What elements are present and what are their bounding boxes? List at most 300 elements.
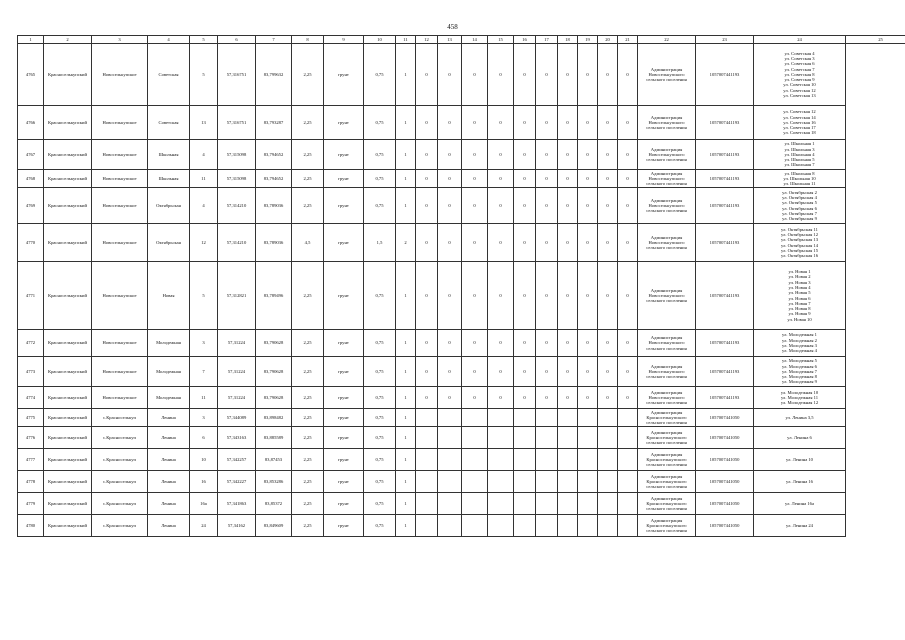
cell-cover: грунт [324, 106, 364, 140]
cell-count-col: 0 [416, 140, 438, 170]
cell-cover: грунт [324, 471, 364, 493]
address-line: ул. Советская 8 [784, 71, 815, 77]
cell-count-col: 0 [438, 106, 462, 140]
cell-count-col [438, 471, 462, 493]
cell-count-col [536, 449, 558, 471]
cell-count-col: 0 [536, 170, 558, 188]
cell-addresses [754, 357, 846, 387]
address-line: ул. Октябрьская 14 [780, 242, 819, 248]
cell-organization: Администрация Новоселькупского сельского поселения [638, 170, 696, 188]
cell-area: 2,25 [292, 170, 324, 188]
cell-settlement: Новоселькупское [92, 330, 148, 357]
cell-lat: 57,344089 [218, 409, 256, 427]
cell-count-col: 0 [578, 188, 598, 224]
cell-cover: грунт [324, 170, 364, 188]
address-line: ул. Ленина 16а [784, 500, 814, 506]
cell-district: Красноселькупский [44, 493, 92, 515]
address-line: ул. Советская 13 [783, 92, 816, 98]
cell-district: Красноселькупский [44, 330, 92, 357]
address-line: ул. Новая 5 [788, 290, 811, 296]
cell-ogrn: 1057007441193 [696, 387, 754, 409]
cell-count: 1 [396, 170, 416, 188]
address-line: ул. Ленина 10 [786, 456, 813, 462]
cell-count-col [598, 493, 618, 515]
cell-house: 12 [190, 224, 218, 262]
cell-district: Красноселькупский [44, 106, 92, 140]
cell-count: 1 [396, 262, 416, 330]
cell-ogrn: 1057007441050 [696, 409, 754, 427]
cell-lon: 83,849609 [256, 515, 292, 537]
cell-count-col [462, 493, 488, 515]
cell-district: Красноселькупский [44, 409, 92, 427]
cell-count-col [416, 493, 438, 515]
cell-count-col: 0 [578, 106, 598, 140]
cell-house: 5 [190, 44, 218, 106]
table-row [18, 262, 905, 330]
cell-count: 1 [396, 493, 416, 515]
cell-count-col: 0 [438, 262, 462, 330]
address-line: ул. Молодежная 3 [782, 343, 817, 348]
cell-cover: грунт [324, 409, 364, 427]
cell-count-col: 0 [618, 140, 638, 170]
cell-organization: Администрация Красноселькупского сельского поселения [638, 427, 696, 449]
cell-no: 4774 [18, 387, 44, 409]
cell-count-col: 0 [598, 170, 618, 188]
cell-addresses [754, 44, 846, 106]
address-line: ул. Школьная 1 [784, 141, 815, 147]
cell-area: 2,25 [292, 44, 324, 106]
cell-lon: 83,793287 [256, 106, 292, 140]
table-row [18, 188, 905, 224]
cell-count: 1 [396, 409, 416, 427]
address-line: ул. Школьная 8 [784, 170, 815, 176]
cell-count-col [578, 449, 598, 471]
cell-district: Красноселькупский [44, 140, 92, 170]
address-line: ул. Ленина 6 [787, 434, 812, 440]
address-line: ул. Школьная 4 [784, 151, 815, 157]
cell-count-col: 0 [578, 224, 598, 262]
cell-count-col: 0 [558, 170, 578, 188]
cell-lon: 83,85372 [256, 493, 292, 515]
cell-count-col [488, 449, 514, 471]
cell-volume: 0,75 [364, 106, 396, 140]
cell-count-col: 0 [598, 188, 618, 224]
address-line: ул. Советская 3 [784, 56, 815, 62]
cell-street: Школьная [148, 170, 190, 188]
cell-count-col: 0 [416, 106, 438, 140]
cell-count-col: 0 [462, 44, 488, 106]
cell-count: 1 [396, 387, 416, 409]
cell-count-col [536, 471, 558, 493]
address-line: ул. Новая 3 [788, 279, 811, 285]
column-header: 25 [846, 36, 905, 44]
cell-ogrn: 1057007441193 [696, 188, 754, 224]
column-header: 10 [364, 36, 396, 44]
cell-volume: 0,75 [364, 493, 396, 515]
table-body [18, 44, 905, 537]
cell-count-col: 0 [488, 387, 514, 409]
cell-cover: грунт [324, 44, 364, 106]
cell-count-col [438, 449, 462, 471]
cell-ogrn: 1057007441193 [696, 330, 754, 357]
cell-count-col [462, 409, 488, 427]
cell-no: 4769 [18, 188, 44, 224]
cell-count-col: 0 [618, 357, 638, 387]
table-row [18, 471, 905, 493]
address-line: ул. Молодежная 11 [780, 394, 819, 400]
cell-house: 4 [190, 140, 218, 170]
address-line: ул. Октябрьская 13 [780, 237, 819, 243]
cell-count-col: 0 [558, 106, 578, 140]
cell-house: 5 [190, 262, 218, 330]
cell-organization: Администрация Новоселькупского сельского поселения [638, 44, 696, 106]
cell-count-col: 0 [514, 224, 536, 262]
table-row [18, 357, 905, 387]
cell-district: Красноселькупский [44, 262, 92, 330]
cell-count-col [618, 471, 638, 493]
cell-organization: Администрация Новоселькупского сельского поселения [638, 188, 696, 224]
address-line: ул. Молодежная 10 [780, 389, 819, 395]
cell-volume: 1,5 [364, 224, 396, 262]
cell-count-col [488, 471, 514, 493]
cell-organization: Администрация Новоселькупского сельского поселения [638, 140, 696, 170]
cell-lat: 57,34162 [218, 515, 256, 537]
cell-count-col: 0 [618, 387, 638, 409]
cell-count-col: 0 [536, 106, 558, 140]
cell-area: 2,25 [292, 330, 324, 357]
cell-cover: грунт [324, 140, 364, 170]
cell-street: Ленина [148, 449, 190, 471]
address-line: ул. Школьная 5 [784, 157, 815, 163]
cell-organization: Администрация Новоселькупского сельского поселения [638, 357, 696, 387]
cell-house: 3 [190, 330, 218, 357]
cell-count-col: 0 [598, 140, 618, 170]
cell-no: 4776 [18, 427, 44, 449]
cell-count-col: 0 [462, 330, 488, 357]
column-header: 24 [754, 36, 846, 44]
cell-count-col: 0 [488, 330, 514, 357]
cell-cover: грунт [324, 262, 364, 330]
cell-count: 1 [396, 188, 416, 224]
cell-count-col: 0 [536, 262, 558, 330]
cell-count: 1 [396, 330, 416, 357]
cell-count-col: 0 [416, 357, 438, 387]
cell-count: 1 [396, 449, 416, 471]
cell-count-col: 0 [618, 262, 638, 330]
cell-no: 4768 [18, 170, 44, 188]
address-line: ул. Октябрьская 9 [782, 216, 817, 222]
cell-house: 7 [190, 357, 218, 387]
address-line: ул. Ленина 16 [786, 478, 813, 484]
cell-count-col: 0 [578, 357, 598, 387]
address-line: ул. Молодежная 7 [782, 368, 817, 374]
cell-count-col [618, 427, 638, 449]
cell-area: 2,25 [292, 471, 324, 493]
cell-count-col: 0 [462, 106, 488, 140]
cell-street: Ленина [148, 427, 190, 449]
cell-count-col: 0 [438, 44, 462, 106]
cell-house: 16 [190, 471, 218, 493]
column-header: 13 [438, 36, 462, 44]
cell-lat: 57,316751 [218, 44, 256, 106]
cell-count-col: 0 [514, 188, 536, 224]
cell-count-col: 0 [438, 357, 462, 387]
cell-count-col [558, 427, 578, 449]
cell-lat: 57,31224 [218, 357, 256, 387]
cell-lat: 57,314210 [218, 224, 256, 262]
column-header: 5 [190, 36, 218, 44]
cell-no: 4772 [18, 330, 44, 357]
cell-count-col: 0 [618, 44, 638, 106]
cell-settlement: Новоселькупское [92, 44, 148, 106]
cell-count-col [558, 471, 578, 493]
cell-lat: 57,315098 [218, 170, 256, 188]
cell-count-col: 0 [558, 262, 578, 330]
cell-ogrn: 1057007441193 [696, 224, 754, 262]
cell-lon: 83,885589 [256, 427, 292, 449]
cell-addresses [754, 330, 846, 357]
address-line: ул. Молодежная 4 [782, 348, 817, 354]
address-line: ул. Новая 1 [788, 269, 811, 275]
cell-count-col [598, 449, 618, 471]
cell-lat: 57,343163 [218, 427, 256, 449]
cell-addresses [754, 262, 846, 330]
table-row [18, 224, 905, 262]
cell-district: Красноселькупский [44, 170, 92, 188]
header-row [18, 36, 905, 44]
cell-count-col: 0 [536, 140, 558, 170]
cell-settlement: Новоселькупское [92, 224, 148, 262]
cell-count-col [536, 409, 558, 427]
cell-street: Молодежная [148, 357, 190, 387]
cell-count-col: 0 [462, 387, 488, 409]
cell-count: 1 [396, 427, 416, 449]
cell-count-col: 0 [514, 106, 536, 140]
cell-count-col [514, 427, 536, 449]
cell-count-col [462, 471, 488, 493]
cell-volume: 0,75 [364, 471, 396, 493]
cell-no: 4779 [18, 493, 44, 515]
cell-lat: 57,31224 [218, 387, 256, 409]
cell-lon: 83,794652 [256, 140, 292, 170]
table-row [18, 140, 905, 170]
cell-lon: 83,898482 [256, 409, 292, 427]
table-row [18, 44, 905, 106]
table-row [18, 409, 905, 427]
cell-district: Красноселькупский [44, 387, 92, 409]
cell-count-col [536, 515, 558, 537]
cell-area: 2,25 [292, 140, 324, 170]
cell-count-col: 0 [536, 330, 558, 357]
cell-count: 1 [396, 106, 416, 140]
cell-area: 4,5 [292, 224, 324, 262]
address-line: ул. Новая 2 [788, 274, 811, 280]
cell-count-col: 0 [578, 387, 598, 409]
address-line: ул. Октябрьская 7 [782, 210, 817, 216]
cell-count-col: 0 [618, 188, 638, 224]
cell-house: 11 [190, 387, 218, 409]
cell-count-col: 0 [618, 170, 638, 188]
cell-lon: 83,789036 [256, 188, 292, 224]
cell-district: Красноселькупский [44, 44, 92, 106]
table-row [18, 427, 905, 449]
cell-no: 4775 [18, 409, 44, 427]
address-line: ул. Новая 9 [788, 311, 811, 317]
cell-count-col [598, 427, 618, 449]
cell-count-col: 0 [416, 188, 438, 224]
cell-volume: 0,75 [364, 357, 396, 387]
cell-house: 16а [190, 493, 218, 515]
cell-settlement: Новоселькупское [92, 140, 148, 170]
address-line: ул. Советская 12 [783, 109, 816, 115]
cell-district: Красноселькупский [44, 471, 92, 493]
cell-count-col: 0 [536, 44, 558, 106]
cell-count-col [462, 427, 488, 449]
address-line: ул. Советская 6 [784, 61, 815, 67]
address-line: ул. Октябрьская 15 [780, 247, 819, 253]
cell-count-col: 0 [558, 357, 578, 387]
column-header: 4 [148, 36, 190, 44]
cell-count-col: 0 [598, 357, 618, 387]
cell-count-col: 0 [578, 140, 598, 170]
cell-street: Школьная [148, 140, 190, 170]
cell-count-col [488, 427, 514, 449]
cell-count-col [488, 515, 514, 537]
cell-settlement: Новоселькупское [92, 387, 148, 409]
cell-volume: 0,75 [364, 188, 396, 224]
cell-count-col [438, 493, 462, 515]
cell-street: Советская [148, 44, 190, 106]
cell-lon: 83,87453 [256, 449, 292, 471]
cell-count-col: 0 [558, 387, 578, 409]
cell-lon: 83,794652 [256, 170, 292, 188]
cell-lat: 57,315098 [218, 140, 256, 170]
cell-organization: Администрация Красноселькупского сельского поселения [638, 515, 696, 537]
cell-count-col: 0 [438, 170, 462, 188]
cell-district: Красноселькупский [44, 515, 92, 537]
cell-count-col: 0 [462, 262, 488, 330]
cell-lon: 83,790628 [256, 387, 292, 409]
cell-house: 6 [190, 427, 218, 449]
cell-settlement: с.Красноселькуп [92, 449, 148, 471]
cell-volume: 0,75 [364, 170, 396, 188]
address-line: ул. Октябрьская 2 [782, 189, 817, 195]
address-line: ул. Молодежная 9 [782, 379, 817, 385]
cell-settlement: Новоселькупское [92, 188, 148, 224]
column-header: 18 [558, 36, 578, 44]
cell-no: 4780 [18, 515, 44, 537]
column-header: 3 [92, 36, 148, 44]
cell-count-col: 0 [514, 262, 536, 330]
column-header: 8 [292, 36, 324, 44]
cell-count-col: 0 [514, 330, 536, 357]
cell-count-col [536, 493, 558, 515]
address-line: ул. Октябрьская 16 [780, 253, 819, 259]
cell-ogrn: 1057007441193 [696, 262, 754, 330]
cell-count-col [536, 427, 558, 449]
cell-volume: 0,75 [364, 409, 396, 427]
cell-count: 1 [396, 44, 416, 106]
cell-count-col [578, 427, 598, 449]
cell-count-col: 0 [438, 330, 462, 357]
cell-count-col: 0 [488, 106, 514, 140]
address-line: ул. Советская 17 [783, 125, 816, 131]
cell-cover: грунт [324, 330, 364, 357]
cell-count-col: 0 [488, 262, 514, 330]
table-row [18, 515, 905, 537]
cell-count-col [438, 427, 462, 449]
cell-count-col [598, 515, 618, 537]
cell-settlement: Новоселькупское [92, 170, 148, 188]
register-table [17, 35, 905, 537]
cell-count-col: 0 [618, 106, 638, 140]
address-line: ул. Школьная 11 [783, 181, 816, 187]
column-header: 7 [256, 36, 292, 44]
cell-count-col: 0 [462, 357, 488, 387]
cell-street: Молодежная [148, 330, 190, 357]
address-line: ул. Новая 6 [788, 295, 811, 301]
table-row [18, 106, 905, 140]
cell-count-col [438, 515, 462, 537]
cell-count-col [462, 449, 488, 471]
cell-count: 1 [396, 357, 416, 387]
cell-ogrn: 1057007441193 [696, 140, 754, 170]
cell-count-col [488, 493, 514, 515]
cell-district: Красноселькупский [44, 449, 92, 471]
cell-addresses [754, 493, 846, 515]
cell-addresses [754, 515, 846, 537]
cell-count-col [416, 427, 438, 449]
cell-organization: Администрация Красноселькупского сельского поселения [638, 409, 696, 427]
address-line: ул. Молодежная 8 [782, 374, 817, 380]
column-header: 11 [396, 36, 416, 44]
cell-count-col: 0 [514, 44, 536, 106]
column-header: 16 [514, 36, 536, 44]
cell-count-col [462, 515, 488, 537]
column-header: 12 [416, 36, 438, 44]
cell-area: 2,25 [292, 515, 324, 537]
cell-ogrn: 1057007441193 [696, 357, 754, 387]
address-line: ул. Советская 9 [784, 77, 815, 83]
page-number: 458 [447, 23, 458, 31]
cell-district: Красноселькупский [44, 357, 92, 387]
cell-organization: Администрация Красноселькупского сельского поселения [638, 493, 696, 515]
cell-cover: грунт [324, 427, 364, 449]
cell-count-col [618, 515, 638, 537]
cell-area: 2,25 [292, 188, 324, 224]
cell-area: 2,25 [292, 409, 324, 427]
cell-lat: 57,341863 [218, 493, 256, 515]
cell-house: 11 [190, 170, 218, 188]
cell-count-col: 0 [618, 224, 638, 262]
cell-count-col [514, 515, 536, 537]
table-row [18, 330, 905, 357]
cell-count: 1 [396, 471, 416, 493]
cell-lon: 83,799632 [256, 44, 292, 106]
cell-count-col [618, 449, 638, 471]
cell-lat: 57,31224 [218, 330, 256, 357]
address-line: ул. Новая 4 [788, 284, 811, 290]
address-line: ул. Октябрьская 6 [782, 205, 817, 211]
cell-lat: 57,314210 [218, 188, 256, 224]
cell-count-col: 0 [558, 188, 578, 224]
address-line: ул. Молодежная 1 [782, 332, 817, 338]
cell-house: 4 [190, 188, 218, 224]
column-header: 22 [638, 36, 696, 44]
cell-count-col: 0 [558, 224, 578, 262]
cell-count-col: 0 [598, 44, 618, 106]
address-line: ул. Советская 18 [783, 130, 816, 136]
